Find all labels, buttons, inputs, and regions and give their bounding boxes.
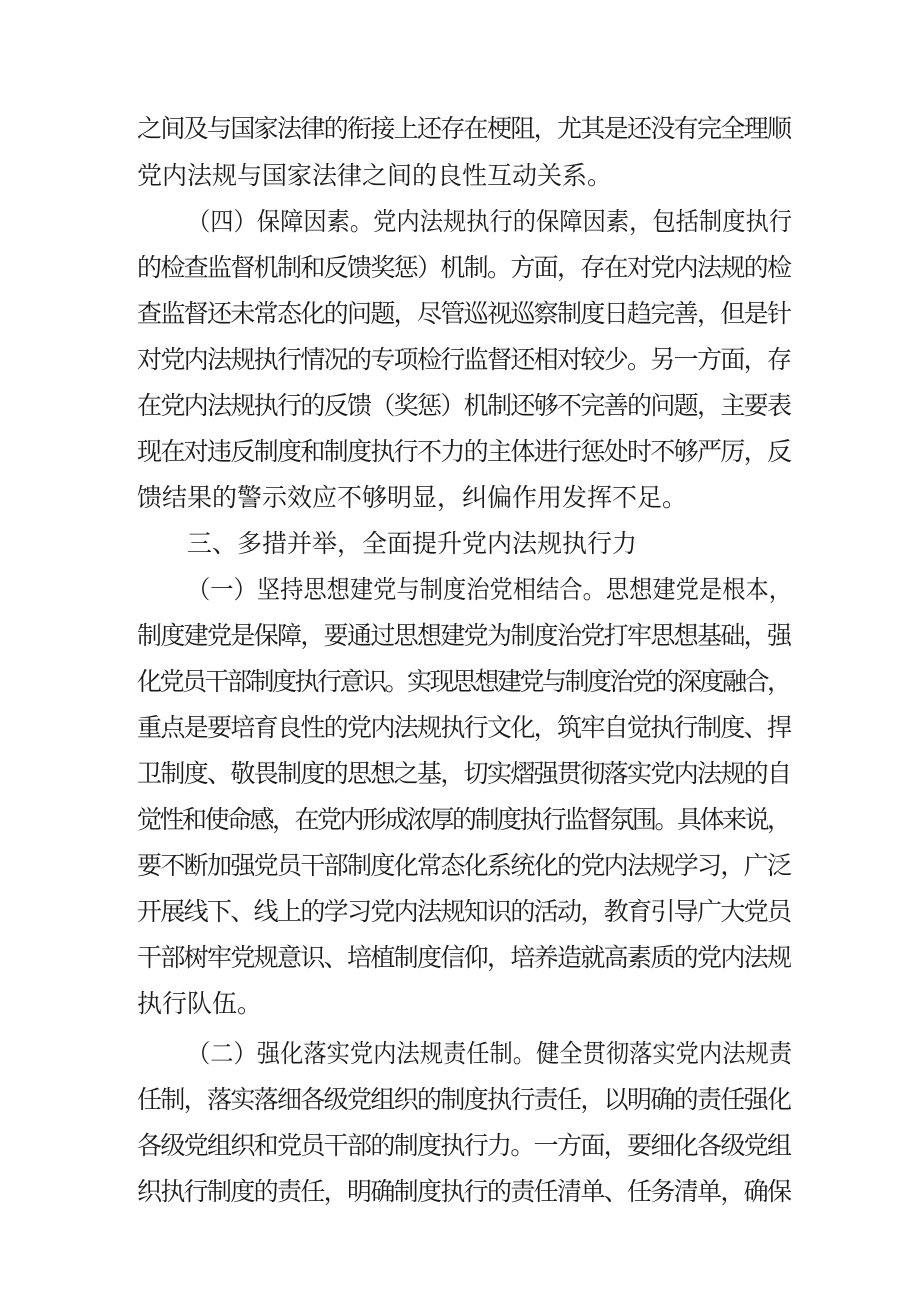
paragraph-line: （一）坚持思想建党与制度治党相结合。思想建党是根本， — [187, 575, 793, 604]
paragraph-line: 馈结果的警示效应不够明显，纠偏作用发挥不足。 — [137, 483, 688, 512]
paragraph-line: 现在对违反制度和制度执行不力的主体进行惩处时不够严厉，反 — [137, 437, 791, 466]
paragraph-line: 对党内法规执行情况的专项检行监督还相对较少。另一方面，存 — [137, 345, 791, 374]
paragraph-line: 各级党组织和党员干部的制度执行力。一方面，要细化各级党组 — [137, 1131, 791, 1160]
paragraph-line: 执行队伍。 — [137, 989, 263, 1018]
section-heading: 三、多措并举，全面提升党内法规执行力 — [187, 529, 638, 558]
paragraph-line: 重点是要培育良性的党内法规执行文化，筑牢自觉执行制度、捍 — [137, 713, 791, 742]
paragraph-line: 干部树牢党规意识、培植制度信仰，培养造就高素质的党内法规 — [137, 943, 791, 972]
paragraph-line: 党内法规与国家法律之间的良性互动关系。 — [137, 161, 613, 190]
paragraph-line: 觉性和使命感，在党内形成浓厚的制度执行监督氛围。具体来说， — [137, 805, 790, 834]
paragraph-line: （二）强化落实党内法规责任制。健全贯彻落实党内法规责 — [187, 1039, 793, 1068]
paragraph-line: 织执行制度的责任，明确制度执行的责任清单、任务清单，确保 — [137, 1177, 791, 1206]
paragraph-line: 在党内法规执行的反馈（奖惩）机制还够不完善的问题，主要表 — [137, 391, 791, 420]
paragraph-line: （四）保障因素。党内法规执行的保障因素，包括制度执行 — [187, 207, 793, 236]
paragraph-line: 要不断加强党员干部制度化常态化系统化的党内法规学习，广泛 — [137, 851, 791, 880]
paragraph-line: 任制，落实落细各级党组织的制度执行责任，以明确的责任强化 — [137, 1085, 791, 1114]
paragraph-line: 卫制度、敬畏制度的思想之基，切实熠强贯彻落实党内法规的自 — [137, 759, 791, 788]
paragraph-line: 开展线下、线上的学习党内法规知识的活动，教育引导广大党员 — [137, 897, 791, 926]
paragraph-line: 制度建党是保障，要通过思想建党为制度治党打牢思想基础，强 — [137, 621, 791, 650]
paragraph-line: 之间及与国家法律的衔接上还存在梗阻，尤其是还没有完全理顺 — [137, 114, 791, 143]
paragraph-line: 化党员干部制度执行意识。实现思想建党与制度治党的深度融合， — [137, 667, 790, 696]
paragraph-line: 的检查监督机制和反馈奖惩）机制。方面，存在对党内法规的检 — [137, 253, 791, 282]
paragraph-line: 查监督还未常态化的问题，尽管巡视巡察制度日趋完善，但是针 — [137, 299, 791, 328]
